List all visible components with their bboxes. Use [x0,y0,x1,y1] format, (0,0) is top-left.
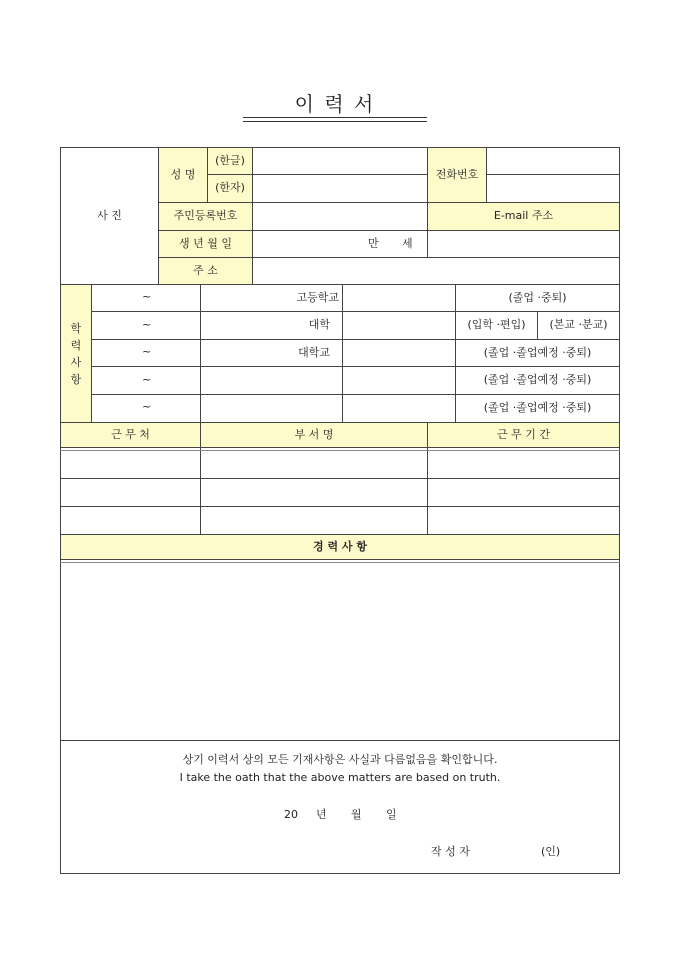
date-year-label: 년 [316,808,327,821]
grid-line-double [60,450,620,451]
education-section-label: 학 력 사 항 [70,322,82,386]
work-company-input[interactable] [61,479,200,506]
date-century: 20 [284,808,298,821]
name-hanja-input[interactable] [253,175,427,202]
education-period[interactable]: ~ [142,400,152,413]
photo-area[interactable]: 사 진 [97,209,122,222]
education-period[interactable]: ~ [142,373,152,386]
date-day-label: 일 [386,808,397,821]
education-status-graduation[interactable]: (졸업 ·졸업예정 ·중퇴) [483,401,592,414]
education-status-graduation[interactable]: (졸업 ·졸업예정 ·중퇴) [483,346,592,359]
age-man-label: 만 [368,237,379,250]
career-details-input[interactable] [61,564,619,739]
resident-number-input[interactable] [253,203,427,230]
oath-english: I take the oath that the above matters are based on truth. [179,771,501,784]
education-status-graduation[interactable]: (졸업 ·졸업예정 ·중퇴) [483,373,592,386]
grid-line-double [60,562,620,563]
education-period[interactable]: ~ [142,318,152,331]
grid-line [60,740,620,741]
work-department-header: 부 서 명 [294,428,334,441]
grid-line [60,422,620,423]
education-period[interactable]: ~ [142,345,152,358]
birth-date-label: 생 년 월 일 [179,237,232,250]
education-status-campus[interactable]: (본교 ·분교) [549,318,608,331]
grid-line [91,284,92,422]
work-company-input[interactable] [61,507,200,534]
work-department-input[interactable] [201,507,427,534]
phone-label: 전화번호 [435,168,479,181]
grid-line [60,284,620,285]
education-period[interactable]: ~ [142,290,152,303]
name-hangul-input[interactable] [253,148,427,174]
writer-name-input[interactable] [485,842,535,860]
hangul-label: (한글) [215,154,245,167]
school-type-college: 대학 [308,318,330,331]
name-label: 성 명 [170,168,196,181]
education-status-admission[interactable]: (입학 ·편입) [467,318,526,331]
age-se-label: 세 [402,237,413,250]
work-period-input[interactable] [428,479,619,506]
grid-line [60,447,620,448]
grid-line [91,394,620,395]
work-company-header: 근 무 처 [111,428,150,441]
work-department-input[interactable] [201,479,427,506]
seal-label[interactable]: (인) [541,845,561,858]
grid-line [91,366,620,367]
writer-label: 작 성 자 [431,845,470,858]
hanja-label: (한자) [215,181,245,194]
grid-line [91,339,620,340]
email-input[interactable] [428,231,619,257]
address-label: 주 소 [193,264,218,277]
work-department-input[interactable] [201,452,427,478]
address-input[interactable] [253,258,619,284]
phone-input[interactable] [487,148,619,202]
title-underline-double [243,121,427,122]
grid-line [60,534,620,535]
grid-line [91,311,620,312]
email-label: E-mail 주소 [493,209,554,222]
birth-date-input[interactable] [253,231,363,257]
work-company-input[interactable] [61,452,200,478]
work-period-input[interactable] [428,507,619,534]
resident-number-label: 주민등록번호 [173,209,238,222]
grid-line [60,559,620,560]
oath-korean: 상기 이력서 상의 모든 기재사항은 사실과 다름없음을 확인합니다. [182,753,498,766]
grid-line [342,284,343,422]
school-type-university: 대학교 [298,346,330,359]
career-header: 경 력 사 항 [313,540,367,553]
table-border-bottom [60,873,620,874]
work-period-header: 근 무 기 간 [497,428,550,441]
title-underline [243,117,427,118]
date-month-label: 월 [351,808,362,821]
school-type-highschool: 고등학교 [296,291,339,304]
work-period-input[interactable] [428,452,619,478]
page-title: 이 력 서 [294,92,376,116]
education-status-graduation[interactable]: (졸업 ·중퇴) [508,291,567,304]
